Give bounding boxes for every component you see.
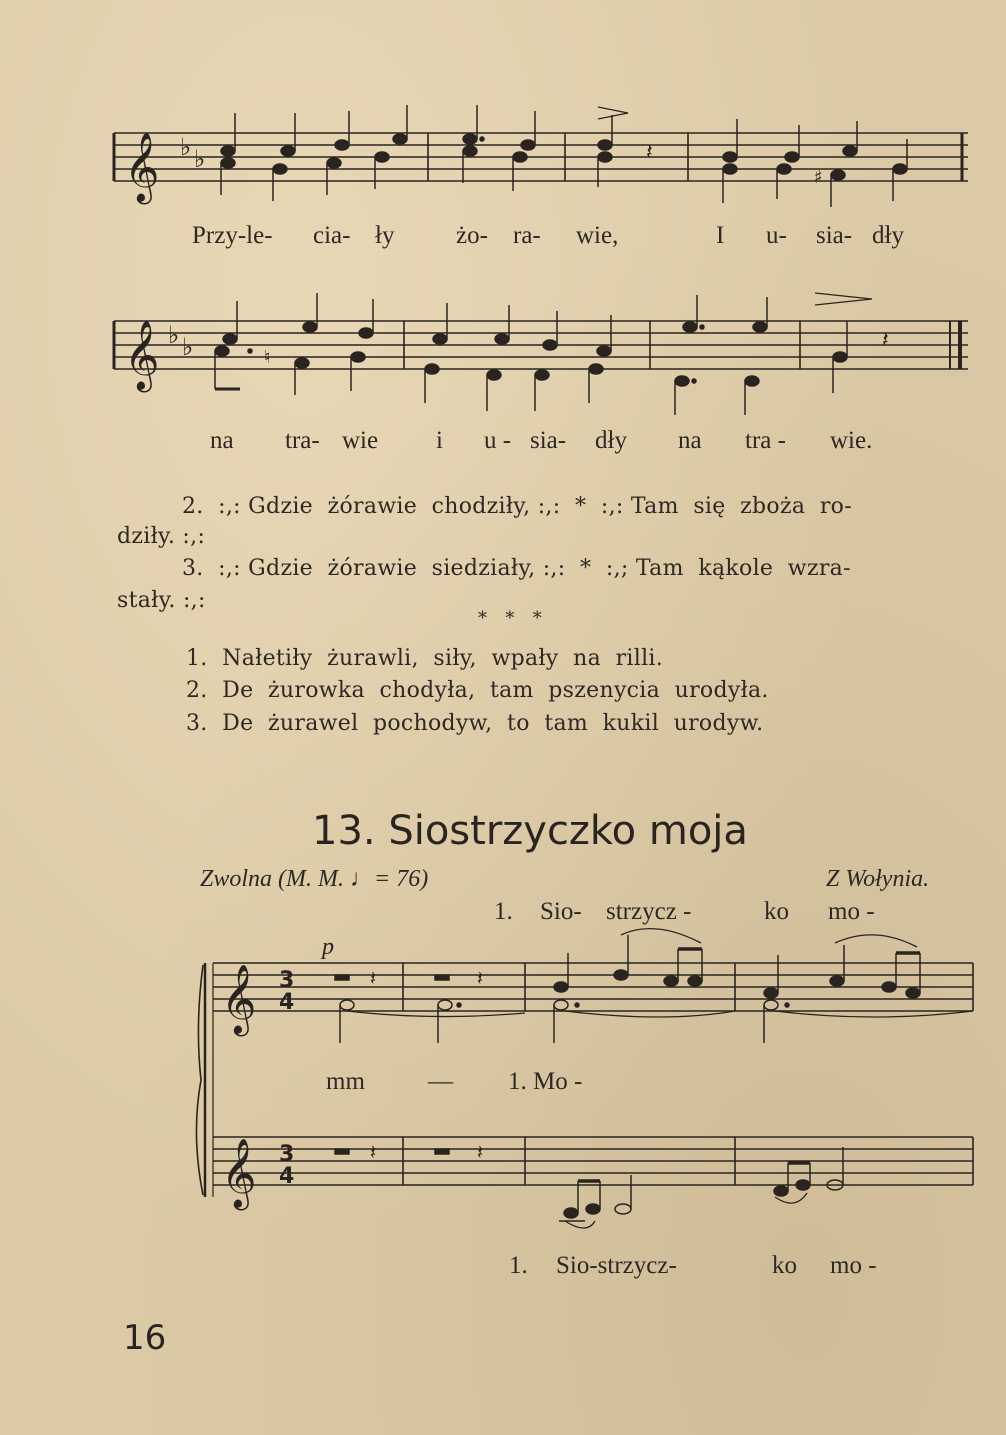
svg-text:𝄞: 𝄞 xyxy=(221,964,257,1034)
svg-text:4: 4 xyxy=(279,1164,295,1189)
lyric-syllable: Sio- xyxy=(540,898,582,925)
svg-text:♭: ♭ xyxy=(168,321,180,349)
origin-note: Z Wołynia. xyxy=(826,866,930,892)
music-staff-1 xyxy=(110,95,970,225)
lyric-syllable: 1. xyxy=(509,1252,528,1279)
lyric-syllable: żo- xyxy=(456,222,488,249)
lyric-syllable: strzycz - xyxy=(606,898,692,925)
svg-text:𝄽: 𝄽 xyxy=(370,966,377,990)
lyric-syllable: i xyxy=(436,427,443,454)
lyric-syllable: — xyxy=(428,1068,453,1095)
lyric-syllable: cia- xyxy=(313,222,351,249)
lyric-syllable: ko xyxy=(764,898,789,925)
svg-text:𝄞: 𝄞 xyxy=(221,1138,257,1208)
lyric-syllable: na xyxy=(678,427,702,454)
lyric-syllable: dły xyxy=(872,222,904,249)
lyric-syllable: Przy-le- xyxy=(192,222,273,249)
variant-line: 2. De żurowka chodyła, tam pszenycia urodyła. xyxy=(186,678,769,703)
svg-text:𝄞: 𝄞 xyxy=(124,132,160,202)
svg-text:♭: ♭ xyxy=(194,145,206,173)
lyric-syllable: ra- xyxy=(513,222,541,249)
song-title: 13. Siostrzyczko moja xyxy=(312,808,748,854)
svg-text:𝄽: 𝄽 xyxy=(370,1140,377,1164)
lyric-syllable: Sio-strzycz- xyxy=(556,1252,677,1279)
separator-asterisks: * * * xyxy=(478,608,543,629)
svg-text:♭: ♭ xyxy=(180,133,192,161)
svg-text:4: 4 xyxy=(279,990,295,1015)
lyric-syllable: mm xyxy=(326,1068,365,1095)
tempo-marking: Zwolna (M. M. ♩= 76) xyxy=(200,866,429,892)
lyric-syllable: mo - xyxy=(828,898,875,925)
svg-text:𝄽: 𝄽 xyxy=(477,966,484,990)
lyric-syllable: sia- xyxy=(816,222,853,249)
variant-line: 3. De żurawel pochodyw, to tam kukil urodyw. xyxy=(186,711,764,736)
lyric-syllable: u- xyxy=(766,222,787,249)
verse-line: 3. :,: Gdzie żórawie siedziały, :,: * :,; Tam kąkole wzra- xyxy=(182,556,851,581)
lyric-syllable: na xyxy=(210,427,234,454)
lyric-syllable: mo - xyxy=(830,1252,877,1279)
variant-line: 1. Nałetiły żurawli, siły, wpały na rilli. xyxy=(186,646,664,671)
lyric-syllable: 1. xyxy=(494,898,513,925)
svg-text:♮: ♮ xyxy=(264,347,271,368)
svg-text:♯: ♯ xyxy=(814,167,823,188)
svg-text:𝄽: 𝄽 xyxy=(477,1140,484,1164)
lyric-syllable: wie. xyxy=(830,427,873,454)
music-system-song13 xyxy=(195,925,980,1245)
lyric-syllable: 1. Mo - xyxy=(508,1068,583,1095)
lyric-syllable: sia- xyxy=(530,427,567,454)
verse-line: stały. :,: xyxy=(117,588,206,613)
verse-line: 2. :,: Gdzie żórawie chodziły, :,: * :,: Tam się zboża ro- xyxy=(182,494,852,519)
verse-line: dziły. :,: xyxy=(117,524,206,549)
page-number: 16 xyxy=(123,1318,167,1358)
svg-text:𝄞: 𝄞 xyxy=(124,320,160,390)
svg-text:3: 3 xyxy=(279,968,295,993)
lyric-syllable: tra - xyxy=(745,427,786,454)
lyric-syllable: ko xyxy=(772,1252,797,1279)
music-staff-2 xyxy=(110,285,970,425)
lyric-syllable: tra- xyxy=(285,427,320,454)
svg-text:3: 3 xyxy=(279,1142,295,1167)
lyric-syllable: dły xyxy=(595,427,627,454)
lyric-syllable: u - xyxy=(484,427,512,454)
svg-text:𝄽: 𝄽 xyxy=(882,328,889,353)
lyric-syllable: I xyxy=(716,222,725,249)
lyric-syllable: wie, xyxy=(576,222,619,249)
dynamic-marking: p xyxy=(322,934,334,960)
lyric-syllable: ły xyxy=(375,222,395,249)
svg-text:𝄽: 𝄽 xyxy=(646,140,653,165)
svg-text:♭: ♭ xyxy=(182,333,194,361)
lyric-syllable: wie xyxy=(342,427,379,454)
